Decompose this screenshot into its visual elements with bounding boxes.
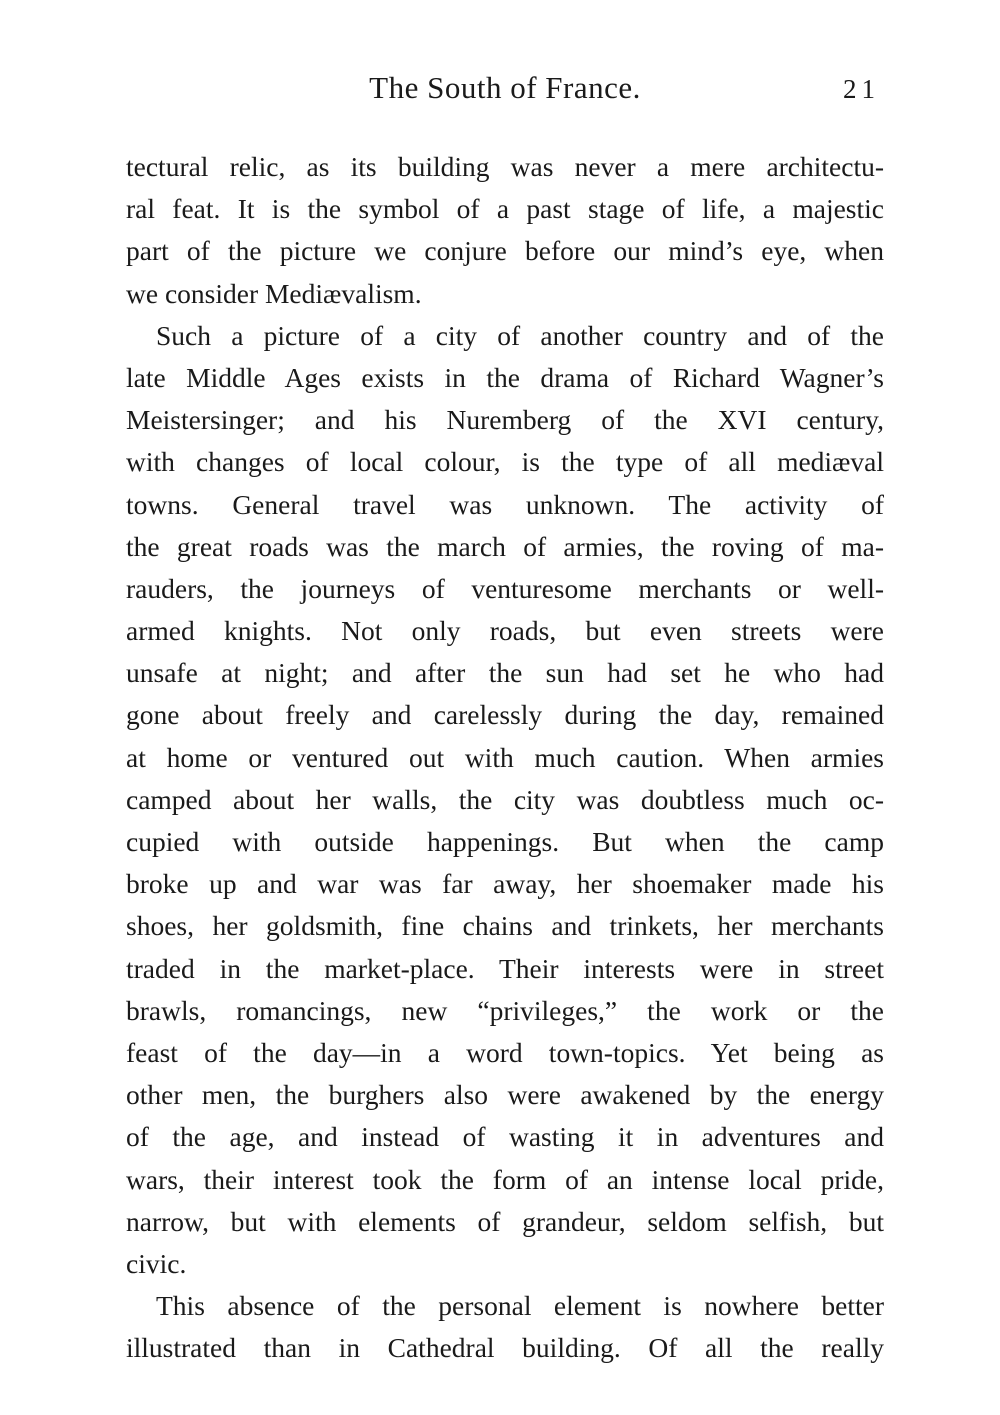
text-line: other men, the burghers also were awakened by the energy [126,1079,884,1111]
text-line: of the age, and instead of wasting it in adventures and [126,1121,884,1153]
text-line: at home or ventured out with much caution. When armies [126,741,884,773]
text-line: traded in the market-place. Their interests were in street [126,952,884,984]
running-title: The South of France. [369,70,641,105]
text-line: cupied with outside happenings. But when the camp [126,826,884,857]
text-line: towns. General travel was unknown. The activity of [126,488,884,520]
text-line: wars, their interest took the form of an intense local pride, [126,1163,884,1195]
text-line: late Middle Ages exists in the drama of Richard Wagner’s [126,361,884,393]
text-line: feast of the day—in a word town-topics. Yet being as [126,1036,884,1068]
text-line: gone about freely and carelessly during the day, remained [126,699,884,731]
text-line: illustrated than in Cathedral building. Of all the really [126,1332,884,1364]
text-line: part of the picture we conjure before our mind’s eye, when [126,235,884,267]
text-line: unsafe at night; and after the sun had set he who had [126,657,884,689]
paragraph-meistersinger [126,315,884,1285]
text-line: tectural relic, as its building was never a mere architectu- [126,151,884,182]
text-line: This absence of the personal element is nowhere better [156,1290,884,1322]
text-line: the great roads was the march of armies, the roving of ma- [126,530,884,562]
text-line: brawls, romancings, new “privileges,” the work or the [126,994,884,1026]
text-line: narrow, but with elements of grandeur, seldom selfish, but [126,1205,884,1237]
text-line: ral feat. It is the symbol of a past stage of life, a majestic [126,193,884,225]
text-line: Meistersinger; and his Nuremberg of the XVI century, [126,404,884,436]
paragraph-continuation [126,146,884,315]
page-number: 21 [843,74,880,104]
text-line: civic. [126,1247,187,1279]
text-line: armed knights. Not only roads, but even streets were [126,615,884,647]
text-line: with changes of local colour, is the type of all mediæval [126,446,884,478]
text-line: Such a picture of a city of another country and of the [156,319,884,351]
paragraph-cathedral [126,1285,884,1369]
text-line: we consider Mediævalism. [126,277,422,309]
running-head [126,70,884,114]
text-line: rauders, the journeys of venturesome merchants or well- [126,572,884,604]
text-line: shoes, her goldsmith, fine chains and trinkets, her merchants [126,910,884,942]
text-line: broke up and war was far away, her shoemaker made his [126,868,884,900]
text-line: camped about her walls, the city was doubtless much oc- [126,783,884,815]
body-text [126,146,884,1369]
